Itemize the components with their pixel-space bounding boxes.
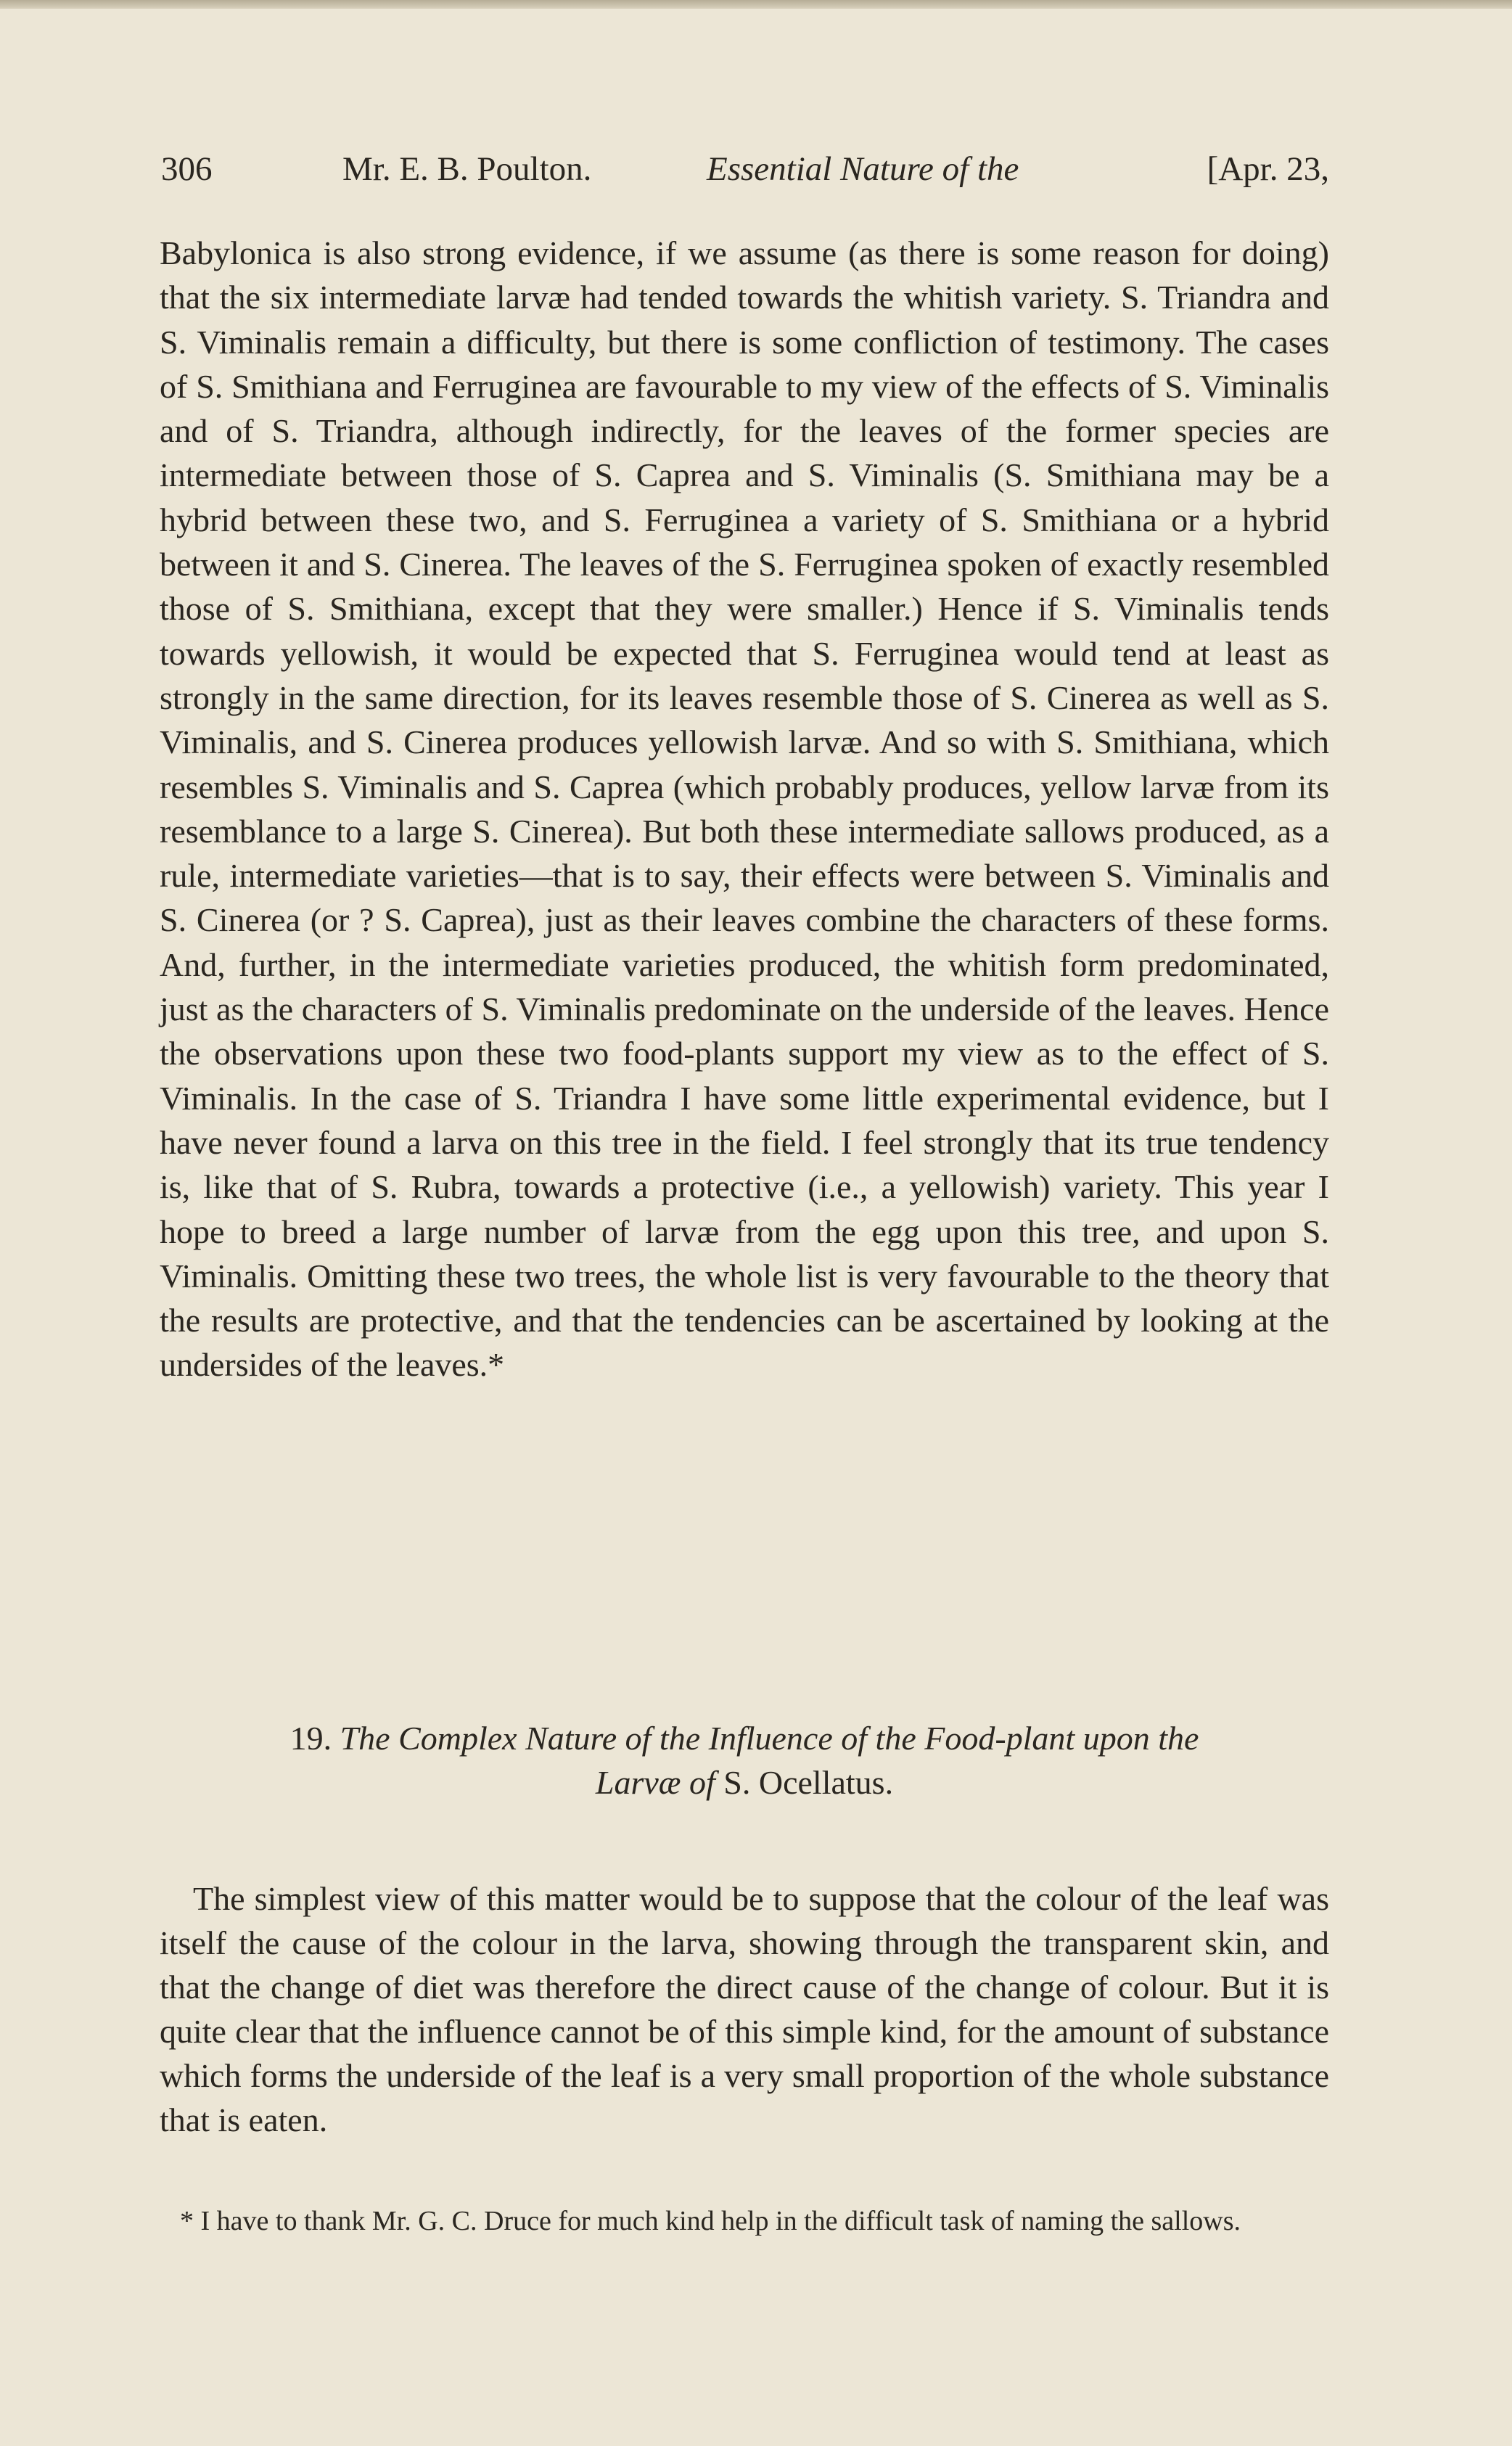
running-header: [161, 144, 1329, 194]
section-number: 19.: [289, 1720, 332, 1757]
header-date: [Apr. 23,: [1207, 150, 1329, 188]
footnote: * I have to thank Mr. G. C. Druce for much kind help in the difficult task of naming the sallows.: [180, 2206, 1241, 2236]
section-title-species: S. Ocellatus.: [723, 1764, 894, 1801]
paragraph-2: The simplest view of this matter would be to suppose that the colour of the leaf was itself the cause of the colour in the larva, showing through the transparent skin, and that the change of diet was therefore the direct cause of the change of colour. But it is quite clear that the influence cannot be of this simple kind, for the amount of substance which forms the underside of the leaf is a very small proportion of the whole substance that is eaten.: [160, 1880, 1329, 2138]
header-author: Mr. E. B. Poulton.: [342, 150, 592, 188]
body-text: [160, 231, 1329, 1387]
section-heading: [160, 1716, 1329, 1805]
paragraph-1: Babylonica is also strong evidence, if we assume (as there is some reason for doing) that the six intermediate larvæ had tended towards the whitish variety. S. Triandra and S. Viminalis remain a difficulty, but there is some confliction of testimony. The cases of S. Smithiana and Ferruginea are favourable to my view of the effects of S. Viminalis and of S. Triandra, although indirectly, for the leaves of the former species are intermediate between those of S. Caprea and S. Viminalis (S. Smithiana may be a hybrid between these two, and S. Ferruginea a variety of S. Smithiana or a hybrid between it and S. Cinerea. The leaves of the S. Ferruginea spoken of exactly resembled those of S. Smithiana, except that they were smaller.) Hence if S. Viminalis tends towards yellowish, it would be expected that S. Ferruginea would tend at least as strongly in the same direction, for its leaves resemble those of S. Cinerea as well as S. Viminalis, and S. Cinerea produces yellowish larvæ. And so with S. Smithiana, which resembles S. Viminalis and S. Caprea (which probably produces, yellow larvæ from its resemblance to a large S. Cinerea). But both these intermediate sallows produced, as a rule, intermediate varieties—that is to say, their effects were between S. Viminalis and S. Cinerea (or ? S. Caprea), just as their leaves combine the characters of these forms. And, further, in the intermediate varieties produced, the whitish form predominated, just as the characters of S. Viminalis predominate on the underside of the leaves. Hence the observations upon these two food-plants support my view as to the effect of S. Viminalis. In the case of S. Triandra I have some little experimental evidence, but I have never found a larva on this tree in the field. I feel strongly that its true tendency is, like that of S. Rubra, towards a protective (i.e., a yellowish) variety. This year I hope to breed a large number of larvæ from the egg upon this tree, and upon S. Viminalis. Omitting these two trees, the whole list is very favourable to the theory that the results are protective, and that the tendencies can be ascertained by looking at the undersides of the leaves.*: [160, 234, 1329, 1384]
page-number: 306: [161, 150, 213, 188]
top-edge-rule: [0, 0, 1512, 9]
section-heading-line-2: [160, 1760, 1329, 1805]
section-heading-line-1: [160, 1716, 1329, 1760]
section-title-line-1: The Complex Nature of the Influence of the Food-plant upon the: [340, 1720, 1199, 1757]
header-running-title: Essential Nature of the: [707, 150, 1019, 188]
section-title-line-2: Larvæ of: [595, 1764, 715, 1801]
